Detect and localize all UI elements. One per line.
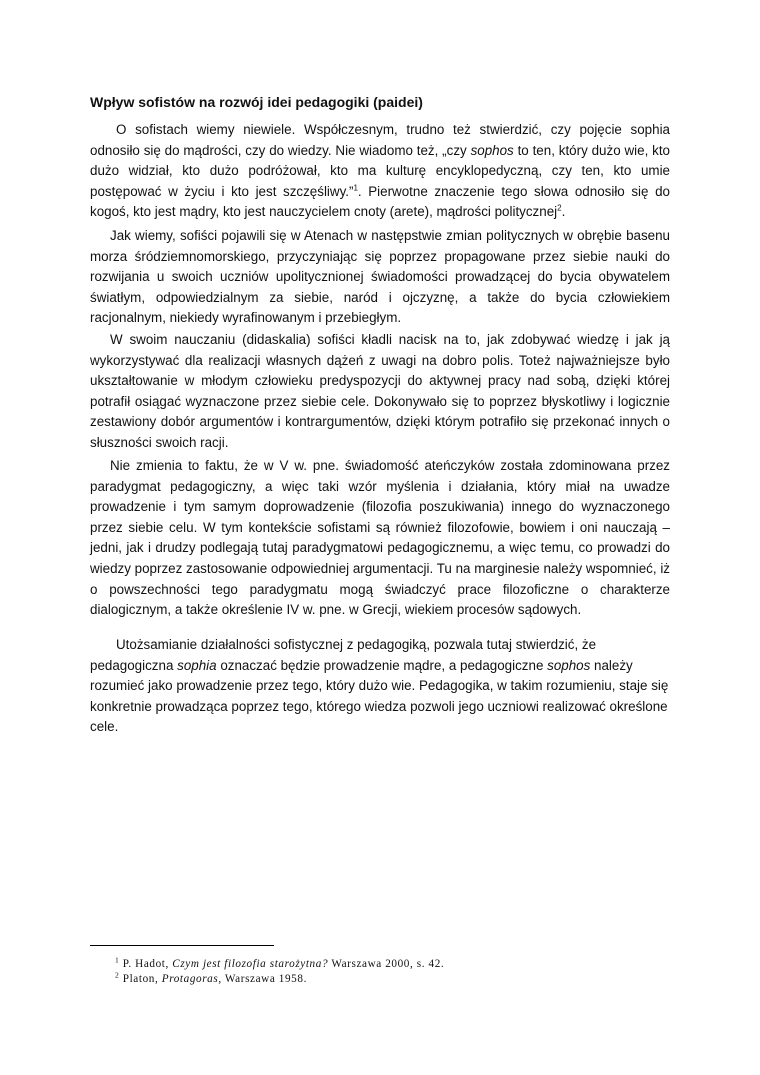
paragraph-5-text-a: Utożsamianie działalności sofistycznej z pedagogiką, pozwala tutaj stwierdzić, że pedagogiczna bbox=[90, 637, 597, 673]
footnote-1-details: Warszawa 2000, s. 42. bbox=[328, 958, 445, 970]
footnote-ref-1[interactable]: 1 bbox=[353, 183, 358, 193]
term-sophos-2: sophos bbox=[547, 657, 591, 673]
paragraph-1-text-a: O sofistach wiemy niewiele. Współczesnym, trudno też stwierdzić, czy pojęcie sophia odnosiło się do mądrości, czy do wiedzy. Nie wiadomo też, „czy bbox=[90, 122, 670, 158]
paragraph-5-text-c: oznaczać będzie prowadzenie mądre, a pedagogiczne bbox=[216, 657, 548, 673]
paragraph-3 bbox=[90, 330, 670, 454]
footnote-ref-2[interactable]: 2 bbox=[557, 203, 562, 213]
footnote-2-details: Warszawa 1958. bbox=[221, 973, 307, 985]
paragraph-5-text-e: należy rozumieć jako prowadzenie przez tego, który dużo wie. Pedagogika, w takim rozumieniu, staje się konkretnie prowadząca poprzez tego, którego wiedza pozwoli jego uczniowi realizować określone cele. bbox=[90, 657, 669, 735]
paragraph-2-text: Jak wiemy, sofiści pojawili się w Atenach w następstwie zmian politycznych w obrębie basenu morza śródziemnomorskiego, przyczyniając się poprzez propagowane przez siebie nauki do rozwijania u swoich uczniów upolitycznionej świadomości prowadzącej do bycia obywatelem światłym, odpowiedzialnym za siebie, naród i ojczyznę, a także do bycia człowiekiem racjonalnym, niekiedy wyrafinowanym i przebiegłym. bbox=[90, 228, 670, 326]
paragraph-4-text: Nie zmienia to faktu, że w V w. pne. świadomość ateńczyków została zdominowana przez paradygmat pedagogiczny, a więc taki wzór myślenia i działania, który miał na uwadze prowadzenie i tym samym doprowadzenie (filozofia poszukiwania) innego do wyznaczonego przez siebie celu. W tym kontekście sofistami są również filozofowie, bowiem i oni nauczają – jedni, jak i drudzy podlegają tutaj paradygmatowi pedagogicznemu, a więc temu, co prowadzi do wiedzy poprzez zastosowanie odpowiedniej argumentacji. Tu na marginesie należy wspomnieć, iż o powszechności tego paradygmatu mogą świadczyć prace filozoficzne o charakterze dialogicznym, a także określenie IV w. pne. w Grecji, wiekiem procesów sądowych. bbox=[90, 458, 670, 618]
footnote-1-work: Czym jest filozofia starożytna? bbox=[172, 958, 329, 970]
paragraph-1-text-e: . bbox=[561, 204, 566, 220]
footnote-2 bbox=[115, 972, 307, 986]
footnote-1-number: 1 bbox=[115, 955, 120, 965]
document-title: Wpływ sofistów na rozwój idei pedagogiki (paidei) bbox=[90, 94, 423, 110]
footnote-2-number: 2 bbox=[115, 970, 120, 980]
footnote-2-author: Platon, bbox=[122, 973, 162, 985]
footnote-1-author: P. Hadot, bbox=[122, 958, 173, 970]
term-sophos: sophos bbox=[470, 142, 514, 158]
paragraph-3-text: W swoim nauczaniu (didaskalia) sofiści kładli nacisk na to, jak zdobywać wiedzę i jak ją wykorzystywać dla realizacji własnych dążeń z uwagi na dobro polis. Toteż najważniejsze było ukształtowanie w młodym człowieku predyspozycji do aktywnej pracy nad sobą, dzięki której potrafił osiągać wyznaczone przez siebie cele. Dokonywało się to poprzez błyskotliwy i logicznie zestawiony dobór argumentów i kontrargumentów, dzięki którym potrafiło się przekonać innych o słuszności swoich racji. bbox=[90, 332, 670, 450]
footnote-2-work: Protagoras, bbox=[161, 973, 222, 985]
footnote-1 bbox=[115, 957, 444, 971]
paragraph-2 bbox=[90, 226, 670, 329]
term-sophia: sophia bbox=[177, 657, 217, 673]
paragraph-1-text-c: to ten, który dużo wie, kto dużo widział, kto dużo podróżował, kto ma kulturę encyklopedyczną, czy ten, kto umie postępować w życiu i kto jest szczęśliwy.” bbox=[90, 142, 670, 199]
footnote-separator bbox=[90, 945, 274, 946]
paragraph-1 bbox=[90, 120, 670, 223]
paragraph-4 bbox=[90, 456, 670, 621]
paragraph-1-text-d: . Pierwotne znaczenie tego słowa odnosiło się do kogoś, kto jest mądry, kto jest nauczycielem cnoty (arete), mądrości politycznej bbox=[90, 183, 670, 220]
paragraph-5 bbox=[90, 635, 670, 738]
